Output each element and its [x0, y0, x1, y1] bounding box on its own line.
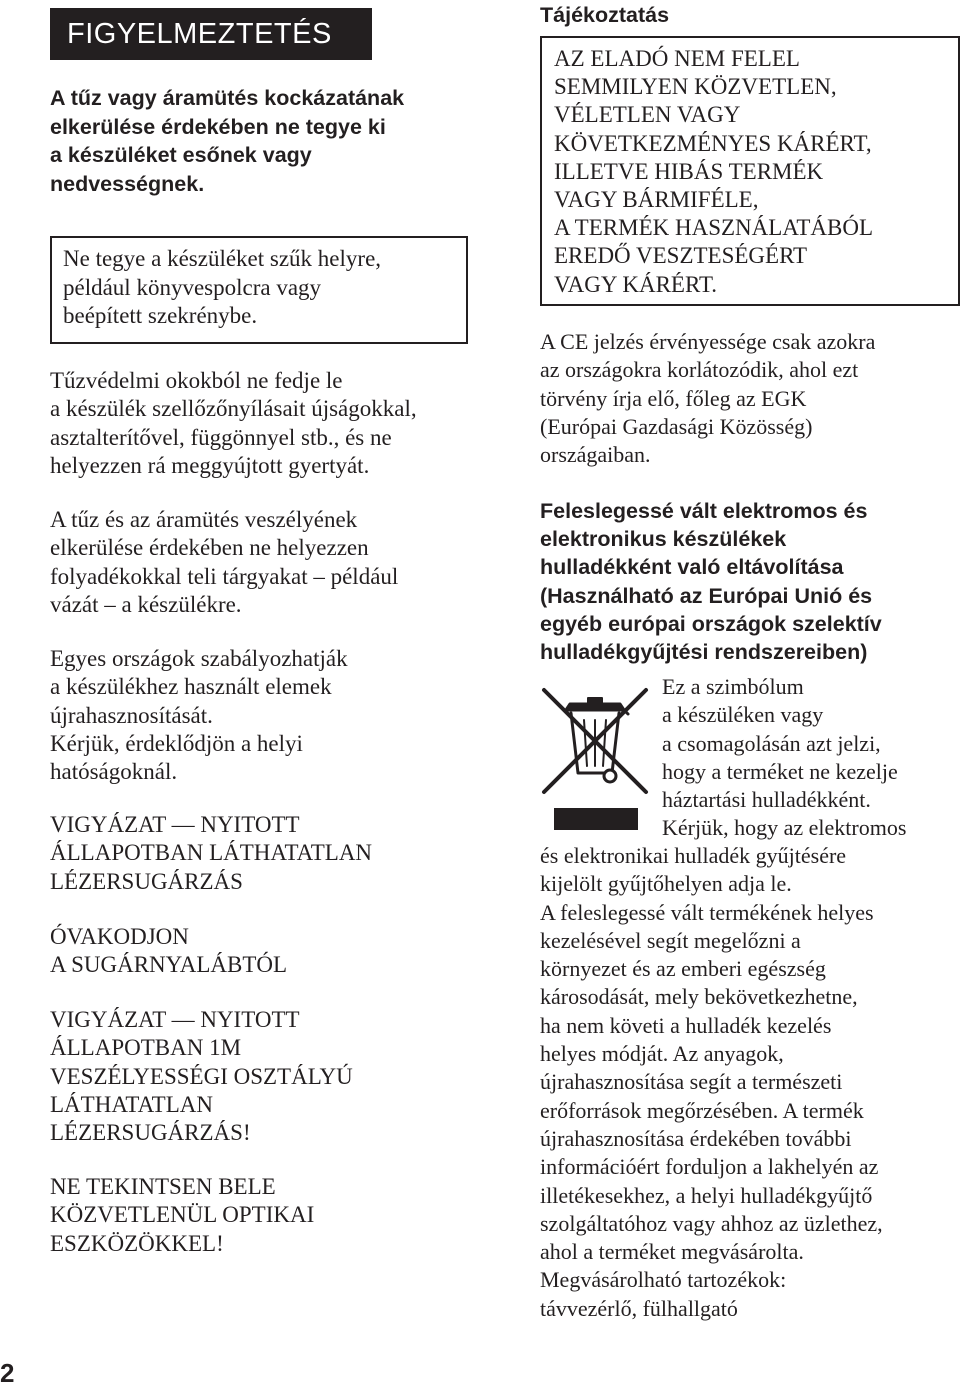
text-line: A TERMÉK HASZNÁLATÁBÓL [554, 215, 874, 241]
text-line: A SUGÁRNYALÁBTÓL [50, 952, 288, 978]
text-line: ÓVAKODJON [50, 924, 189, 949]
text-line: VÉLETLEN VAGY [554, 102, 741, 128]
text-line: ÁLLAPOTBAN LÁTHATATLAN [50, 840, 373, 866]
text-line: törvény írja elő, főleg az EGK [540, 385, 807, 411]
text-line: a készülék szellőzőnyílásait újságokkal, [50, 396, 417, 422]
text-line: hogy a terméket ne kezelje [662, 758, 898, 784]
text-line: Tűzvédelmi okokból ne fedje le [50, 368, 343, 393]
text-line: KÖZVETLENÜL OPTIKAI [50, 1202, 315, 1228]
text-line: VIGYÁZAT — NYITOTT [50, 812, 300, 837]
text-line: információért forduljon a lakhelyén az [540, 1154, 879, 1180]
laser-warning-1 [50, 811, 372, 896]
text-line: a csomagolásán azt jelzi, [662, 730, 881, 756]
text-line: helyes módját. Az anyagok, [540, 1041, 784, 1067]
text-line: ESZKÖZÖKKEL! [50, 1230, 224, 1256]
text-line: vázát – a készülékre. [50, 591, 242, 617]
text-line: Egyes országok szabályozhatják [50, 646, 348, 671]
text-line: VESZÉLYESSÉGI OSZTÁLYÚ [50, 1063, 353, 1089]
text-line: elkerülése érdekében ne helyezzen [50, 535, 369, 561]
text-line: távvezérlő, fülhallgató [540, 1295, 738, 1321]
laser-warning-2 [50, 923, 287, 980]
text-line: szolgáltatóhoz vagy ahhoz az üzlethez, [540, 1210, 883, 1236]
text-line: elkerülése érdekében ne tegye ki [50, 114, 386, 139]
text-line: VAGY BÁRMIFÉLE, [554, 187, 759, 213]
text-line: (Használható az Európai Unió és [540, 583, 873, 608]
text-line: AZ ELADÓ NEM FELEL [554, 46, 800, 71]
text-line: asztalterítővel, függönnyel stb., és ne [50, 424, 392, 450]
text-line: hatóságoknál. [50, 759, 178, 785]
text-line: A tűz és az áramütés veszélyének [50, 507, 358, 532]
weee-heading [540, 497, 960, 666]
text-line: helyezzen rá meggyújtott gyertyát. [50, 452, 370, 478]
text-line: ÁLLAPOTBAN 1M [50, 1035, 242, 1061]
text-line: erőforrások megőrzésében. A termék [540, 1097, 864, 1123]
ce-paragraph [540, 328, 875, 469]
text-line: LÉZERSUGÁRZÁS [50, 868, 243, 894]
text-line: Kérjük, érdeklődjön a helyi [50, 730, 303, 756]
text-line: újrahasznosítása segít a természeti [540, 1069, 843, 1095]
text-line: újrahasznosítása érdekében további [540, 1125, 852, 1151]
text-line: illetékesekhez, a helyi hulladékgyűjtő [540, 1182, 873, 1208]
weee-body-text [540, 842, 883, 1323]
ventilation-paragraph [50, 367, 417, 480]
text-line: EREDŐ VESZTESÉGÉRT [554, 243, 808, 269]
text-line: károsodását, mely bekövetkezhetne, [540, 984, 858, 1010]
text-line: kijelölt gyűjtőhelyen adja le. [540, 871, 792, 897]
text-line: ahol a terméket megvásárolta. [540, 1239, 804, 1265]
text-line: országaiban. [540, 442, 651, 468]
text-line: LÁTHATATLAN [50, 1091, 213, 1117]
text-line: ILLETVE HIBÁS TERMÉK [554, 158, 824, 184]
laser-warning-3 [50, 1006, 353, 1147]
text-line: újrahasznosítását. [50, 702, 213, 728]
text-line: környezet és az emberi egészség [540, 956, 826, 982]
text-line: a készüléken vagy [662, 702, 824, 728]
text-line: (Európai Gazdasági Közösség) [540, 413, 813, 439]
crossed-out-wheelie-bin-icon [540, 680, 650, 835]
text-line: Ez a szimbólum [662, 674, 804, 699]
text-line: elektronikus készülékek [540, 527, 787, 552]
text-line: SEMMILYEN KÖZVETLEN, [554, 74, 837, 100]
text-line: kezelésével segít megelőzni a [540, 927, 801, 953]
text-line: Ne tegye a készüléket szűk helyre, [63, 246, 382, 271]
laser-warning-4 [50, 1173, 314, 1258]
weee-wrap-text [662, 673, 906, 843]
battery-paragraph [50, 645, 348, 786]
text-line: például könyvespolcra vagy [63, 274, 322, 300]
liquid-paragraph [50, 506, 398, 619]
text-line: Kérjük, hogy az elektromos [662, 815, 907, 841]
text-line: beépített szekrénybe. [63, 303, 258, 328]
text-line: KÖVETKEZMÉNYES KÁRÉRT, [554, 130, 872, 156]
text-line: folyadékokkal teli tárgyakat – például [50, 563, 399, 589]
text-line: hulladékként való eltávolítása [540, 555, 844, 580]
placement-note-box [50, 236, 468, 344]
text-line: ha nem követi a hulladék kezelés [540, 1012, 832, 1038]
page-number: 2 [0, 1358, 15, 1388]
disclaimer-box [540, 36, 960, 306]
text-line: az országokra korlátozódik, ahol ezt [540, 357, 859, 383]
text-line: VAGY KÁRÉRT. [554, 271, 718, 297]
text-line: NE TEKINTSEN BELE [50, 1174, 276, 1199]
text-line: LÉZERSUGÁRZÁS! [50, 1120, 251, 1146]
text-line: nedvességnek. [50, 171, 205, 196]
text-line: a készüléket esőnek vagy [50, 143, 312, 167]
text-line: Megvásárolható tartozékok: [540, 1267, 787, 1293]
text-line: háztartási hulladékként. [662, 787, 871, 813]
text-line: a készülékhez használt elemek [50, 674, 332, 700]
text-line: A tűz vagy áramütés kockázatának [50, 86, 405, 110]
text-line: egyéb európai országok szelektív [540, 611, 882, 636]
section-heading: Tájékoztatás [540, 3, 670, 27]
text-line: és elektronikai hulladék gyűjtésére [540, 843, 847, 868]
text-line: A feleslegessé vált termékének helyes [540, 899, 874, 925]
text-line: Feleslegessé vált elektromos és [540, 499, 868, 523]
text-line: A CE jelzés érvényessége csak azokra [540, 329, 876, 354]
text-line: VIGYÁZAT — NYITOTT [50, 1007, 300, 1032]
warning-banner: FIGYELMEZTETÉS [50, 8, 372, 60]
fire-shock-warning [50, 84, 470, 198]
text-line: hulladékgyűjtési rendszereiben) [540, 640, 868, 665]
